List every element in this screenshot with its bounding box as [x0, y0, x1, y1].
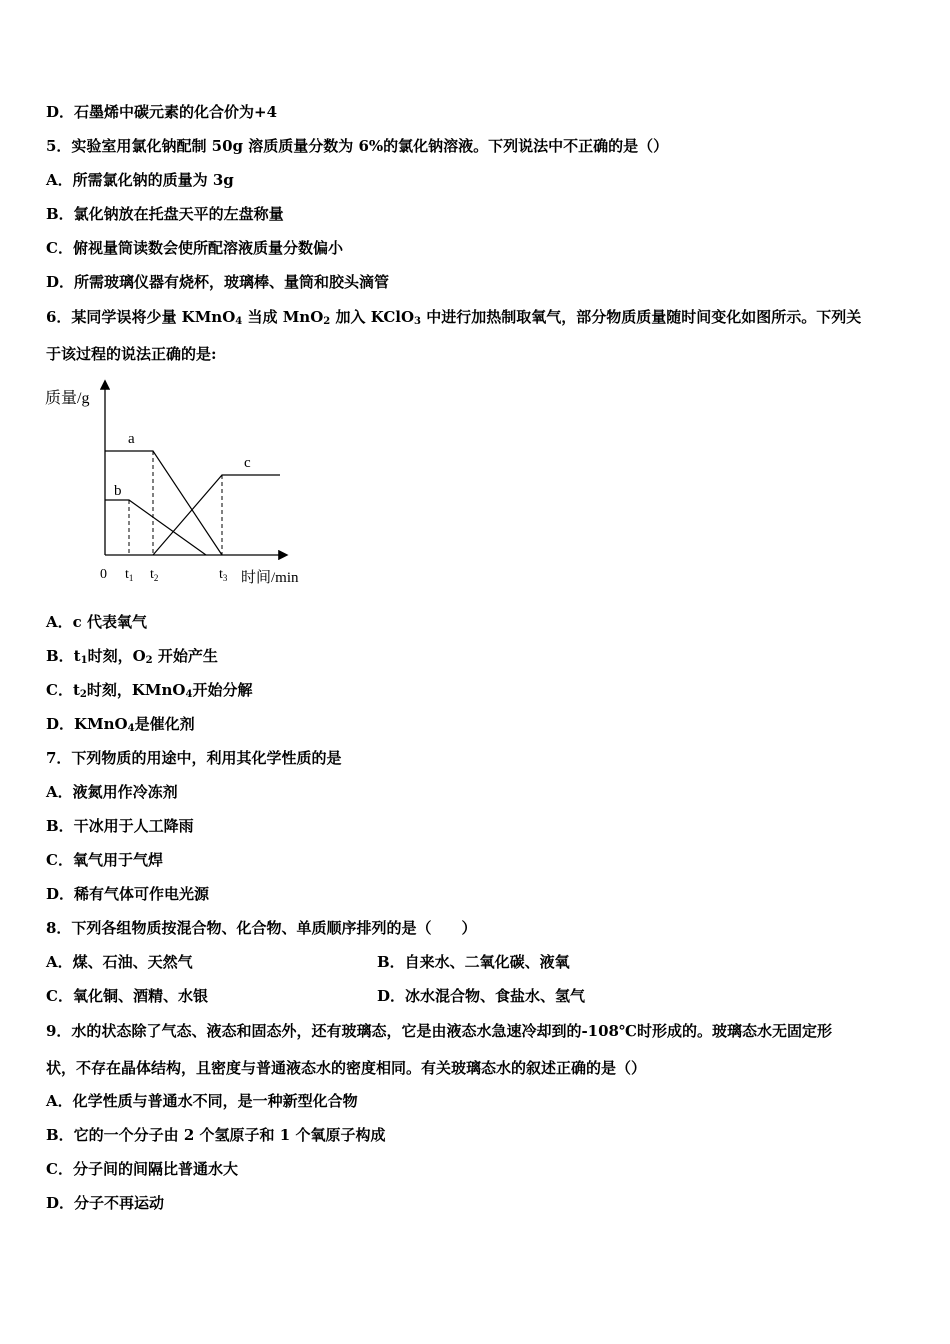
q6-stem-part3: 加入 KClO — [330, 308, 415, 326]
q5-option-d: D．所需玻璃仪器有烧杯，玻璃棒、量筒和胶头滴管 — [46, 273, 390, 291]
q5-option-a: A．所需氯化钠的质量为 3g — [46, 171, 234, 189]
q6-option-b-sub1: 1 — [80, 655, 88, 666]
q9-option-b: B．它的一个分子由 2 个氢原子和 1 个氧原子构成 — [46, 1126, 386, 1144]
q5-option-c: C．俯视量筒读数会使所配溶液质量分数偏小 — [46, 239, 343, 257]
q7-option-b: B．干冰用于人工降雨 — [46, 817, 194, 835]
q6-stem-part4: 中进行加热制取氧气，部分物质质量随时间变化如图所示。下列关 — [421, 308, 862, 326]
q6-stem-sub1: 4 — [235, 316, 243, 327]
t3-label-sub: 3 — [222, 573, 228, 583]
t1-label-sub: 1 — [128, 573, 134, 583]
q9-stem-line2: 状，不存在晶体结构，且密度与普通液态水的密度相同。有关玻璃态水的叙述正确的是（） — [46, 1059, 647, 1077]
q6-option-c-sub1: 2 — [79, 689, 87, 700]
curve-a-label: a — [128, 431, 135, 447]
x-axis-label: 时间/min — [241, 570, 299, 586]
curve-a — [105, 451, 222, 555]
y-axis-label: 质量/g — [45, 390, 90, 407]
q6-stem-line2: 于该过程的说法正确的是: — [46, 345, 217, 363]
curve-b-label: b — [114, 483, 122, 499]
q6-option-c-part3: 开始分解 — [192, 681, 253, 699]
t3-label — [219, 567, 228, 583]
t3-label-main: t — [219, 567, 223, 582]
q8-option-b: B．自来水、二氧化碳、液氧 — [377, 953, 570, 971]
q8-stem: 8．下列各组物质按混合物、化合物、单质顺序排列的是（ ） — [46, 919, 477, 937]
q7-option-c: C．氧气用于气焊 — [46, 851, 163, 869]
q6-option-d-sub1: 4 — [127, 723, 135, 734]
t2-label-sub: 2 — [153, 573, 159, 583]
q6-option-d-part1: D．KMnO — [46, 715, 128, 733]
q6-stem — [46, 307, 861, 327]
q6-option-c — [46, 680, 252, 700]
q6-option-b — [46, 646, 218, 666]
q5-option-b: B．氯化钠放在托盘天平的左盘称量 — [46, 205, 284, 223]
q8-option-d: D．冰水混合物、食盐水、氢气 — [377, 987, 586, 1005]
q7-stem: 7．下列物质的用途中，利用其化学性质的是 — [46, 749, 342, 767]
q6-stem-part2: 当成 MnO — [242, 308, 324, 326]
q6-option-d-part2: 是催化剂 — [134, 715, 195, 733]
q6-stem-sub2: 2 — [323, 316, 331, 327]
q5-stem: 5．实验室用氯化钠配制 50g 溶质质量分数为 6%的氯化钠溶液。下列说法中不正确的是（） — [46, 137, 669, 155]
q6-option-c-part1: C．t — [46, 681, 80, 699]
t2-label — [150, 567, 158, 583]
q6-option-a: A．c 代表氧气 — [46, 613, 147, 631]
q7-option-a: A．液氮用作冷冻剂 — [46, 783, 178, 801]
q6-stem-part1: 6．某同学误将少量 KMnO — [46, 308, 236, 326]
q6-option-b-sub2: 2 — [145, 655, 153, 666]
q9-option-c: C．分子间的间隔比普通水大 — [46, 1160, 238, 1178]
t2-label-main: t — [150, 567, 154, 582]
mass-time-graph — [40, 378, 340, 593]
q6-option-d — [46, 714, 195, 734]
q6-option-b-part3: 开始产生 — [152, 647, 218, 665]
q6-option-c-part2: 时刻，KMnO — [86, 681, 186, 699]
q9-option-d: D．分子不再运动 — [46, 1194, 165, 1212]
q9-stem-line1: 9．水的状态除了气态、液态和固态外，还有玻璃态，它是由液态水急速冷却到的-108℃时形成的。玻璃态水无固定形 — [46, 1022, 832, 1040]
curve-c-label: c — [244, 455, 251, 471]
t1-label-main: t — [125, 567, 129, 582]
q9-option-a: A．化学性质与普通水不同，是一种新型化合物 — [46, 1092, 358, 1110]
q6-option-c-sub2: 4 — [185, 689, 193, 700]
t1-label — [125, 567, 133, 583]
curve-c — [153, 475, 280, 555]
q8-option-c: C．氧化铜、酒精、水银 — [46, 987, 208, 1005]
q6-option-b-part2: 时刻，O — [87, 647, 146, 665]
origin-label: 0 — [100, 567, 107, 582]
q8-option-a: A．煤、石油、天然气 — [46, 953, 193, 971]
q6-stem-sub3: 3 — [414, 316, 422, 327]
q4-option-d: D．石墨烯中碳元素的化合价为+4 — [46, 103, 278, 121]
q6-option-b-part1: B．t — [46, 647, 81, 665]
q7-option-d: D．稀有气体可作电光源 — [46, 885, 210, 903]
